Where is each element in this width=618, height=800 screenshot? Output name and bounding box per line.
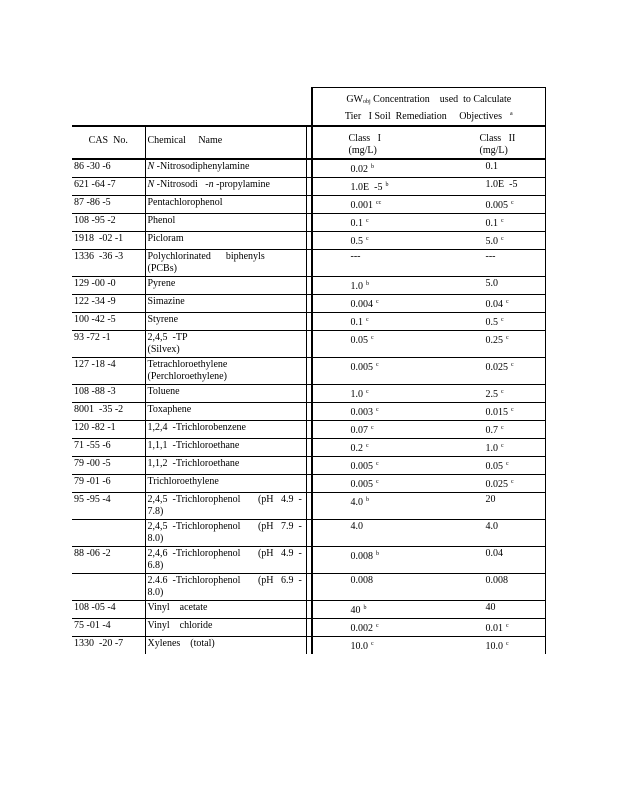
chemical-name-line2: 7.8) [147, 506, 164, 517]
class1-value: 4.0 [350, 521, 363, 532]
class1-value: 0.008 [350, 551, 373, 562]
cas-number: 120 -82 -1 [72, 421, 145, 439]
chemical-name-line2: (Perchloroethylene) [147, 371, 227, 382]
chemical-name-cell [145, 439, 306, 457]
chemical-name-cell [145, 250, 306, 277]
soil-remediation-table [72, 87, 546, 654]
table-row [72, 475, 546, 493]
chemical-name-line2: (Silvex) [147, 344, 180, 355]
class1-value-cell [312, 214, 440, 232]
table-row [72, 214, 546, 232]
class1-footnote: c [366, 236, 369, 242]
class1-footnote: c [376, 299, 379, 305]
cas-number [72, 574, 145, 601]
chemical-name: 1,2,4 -Trichlorobenzene [147, 422, 246, 433]
table-row [72, 439, 546, 457]
chemical-name-cell [145, 457, 306, 475]
class1-value: 0.5 [350, 236, 363, 247]
class2-unit: (mg/L) [479, 145, 508, 156]
class2-value-cell [440, 358, 546, 385]
table-row [72, 574, 546, 601]
class2-value-cell [440, 475, 546, 493]
class2-value-cell [440, 295, 546, 313]
table-row [72, 196, 546, 214]
class2-value-cell [440, 232, 546, 250]
name-italic-prefix: N [147, 179, 155, 190]
class2-value: 5.0 [485, 236, 498, 247]
class1-value-cell [312, 358, 440, 385]
class1-value: 4.0 [350, 497, 363, 508]
class1-unit: (mg/L) [348, 145, 377, 156]
class2-value: 0.01 [485, 623, 503, 634]
chemical-name-cell [145, 403, 306, 421]
class2-value: 0.5 [485, 317, 498, 328]
class2-value: 40 [485, 602, 496, 613]
cas-number: 1330 -20 -7 [72, 637, 145, 655]
class2-footnote: c [501, 236, 504, 242]
chemical-name-cell [145, 232, 306, 250]
table-row [72, 601, 546, 619]
chemical-name: Simazine [147, 296, 185, 307]
chemical-name-cell [145, 475, 306, 493]
table-row [72, 232, 546, 250]
class1-footnote: c [376, 362, 379, 368]
chemical-name: Phenol [147, 215, 176, 226]
cas-number: 1918 -02 -1 [72, 232, 145, 250]
class2-footnote: c [501, 317, 504, 323]
class2-footnote: c [511, 407, 514, 413]
class1-value: 0.001 [350, 200, 373, 211]
class2-value-cell [440, 313, 546, 331]
gw-title-line2: Tier I Soil Remediation Objectives [344, 111, 502, 122]
chemical-name-cell [145, 277, 306, 295]
class2-value-cell [440, 619, 546, 637]
class2-footnote: c [506, 335, 509, 341]
class2-value: 5.0 [485, 278, 498, 289]
class2-footnote: c [511, 362, 514, 368]
chemical-name: Toluene [147, 386, 180, 397]
class1-value-cell [312, 421, 440, 439]
class1-value: 0.05 [350, 335, 368, 346]
chemical-name: Xylenes (total) [147, 638, 215, 649]
class2-value: 0.05 [485, 461, 503, 472]
class1-value: 0.005 [350, 461, 373, 472]
chemical-name-cell [145, 574, 306, 601]
class1-footnote: c [371, 641, 374, 647]
class2-value-cell [440, 574, 546, 601]
column-header-row [72, 126, 546, 159]
class2-footnote: c [511, 479, 514, 485]
chemical-name: 2.4.6 -Trichlorophenol (pH 6.9 - [147, 575, 302, 586]
cas-number: 79 -00 -5 [72, 457, 145, 475]
class2-value-cell [440, 520, 546, 547]
cas-number: 621 -64 -7 [72, 178, 145, 196]
class2-value: 0.7 [485, 425, 498, 436]
class1-value: 0.008 [350, 575, 373, 586]
class2-value: 1.0E -5 [485, 179, 518, 190]
chemical-name-cell [145, 295, 306, 313]
cas-number: 122 -34 -9 [72, 295, 145, 313]
table-row [72, 385, 546, 403]
class1-value: 1.0 [350, 281, 363, 292]
chemical-name: Pentachlorophenol [147, 197, 223, 208]
class2-value: 0.1 [485, 218, 498, 229]
class2-value-cell [440, 439, 546, 457]
class1-footnote: b [385, 182, 389, 188]
class1-footnote: b [363, 605, 367, 611]
table-row [72, 637, 546, 655]
class1-value: 0.005 [350, 479, 373, 490]
chemical-name: -Nitrosodiphenylamine [154, 161, 250, 172]
class2-value-cell [440, 421, 546, 439]
class1-value: 0.005 [350, 362, 373, 373]
class2-value-cell [440, 159, 546, 178]
cas-number: 75 -01 -4 [72, 619, 145, 637]
chemical-name-cell [145, 159, 306, 178]
chemical-name: Pyrene [147, 278, 176, 289]
class2-value: 1.0 [485, 443, 498, 454]
table-row [72, 421, 546, 439]
chemical-name-cell [145, 619, 306, 637]
class1-value: --- [350, 251, 361, 262]
class1-value-cell [312, 313, 440, 331]
cas-number: 93 -72 -1 [72, 331, 145, 358]
class2-value-cell [440, 601, 546, 619]
cas-number: 87 -86 -5 [72, 196, 145, 214]
chemical-name: 2,4,6 -Trichlorophenol (pH 4.9 - [147, 548, 302, 559]
class1-value: 0.02 [350, 164, 368, 175]
class2-value-cell [440, 277, 546, 295]
class1-footnote: c [371, 425, 374, 431]
class1-value: 0.002 [350, 623, 373, 634]
cas-number: 88 -06 -2 [72, 547, 145, 574]
class2-value-cell [440, 178, 546, 196]
cas-number: 108 -95 -2 [72, 214, 145, 232]
class1-value-cell [312, 475, 440, 493]
class2-footnote: c [511, 200, 514, 206]
table-row [72, 493, 546, 520]
class1-footnote: c [376, 623, 379, 629]
class2-value: 0.008 [485, 575, 508, 586]
chemical-name-line2: (PCBs) [147, 263, 177, 274]
class2-value: 0.04 [485, 299, 503, 310]
cas-number: 79 -01 -6 [72, 475, 145, 493]
chemical-name-cell [145, 214, 306, 232]
cas-number: 95 -95 -4 [72, 493, 145, 520]
chemical-name: 2,4,5 -Trichlorophenol (pH 4.9 - [147, 494, 302, 505]
cas-number: 108 -05 -4 [72, 601, 145, 619]
class2-footnote: c [501, 389, 504, 395]
chemical-name-cell [145, 547, 306, 574]
chemical-name-cell [145, 358, 306, 385]
class1-value-cell [312, 295, 440, 313]
class2-value-cell [440, 547, 546, 574]
class2-footnote: c [506, 299, 509, 305]
table-row [72, 520, 546, 547]
class1-footnote: c [376, 461, 379, 467]
class2-value: 0.1 [485, 161, 498, 172]
chemical-name-suffix: -propylamine [213, 179, 270, 190]
class1-value: 0.1 [350, 218, 363, 229]
table-row [72, 403, 546, 421]
class1-value: 0.004 [350, 299, 373, 310]
class1-value-cell [312, 547, 440, 574]
class1-footnote: b [371, 164, 374, 170]
cas-number: 71 -55 -6 [72, 439, 145, 457]
class2-value: 0.025 [485, 479, 508, 490]
class2-value: 2.5 [485, 389, 498, 400]
class2-value: 0.025 [485, 362, 508, 373]
cas-number: 100 -42 -5 [72, 313, 145, 331]
class1-value-cell [312, 159, 440, 178]
class1-footnote: c [366, 443, 369, 449]
class2-value-cell [440, 637, 546, 655]
chemical-name: 1,1,1 -Trichloroethane [147, 440, 240, 451]
class2-footnote: c [506, 641, 509, 647]
class1-value: 0.07 [350, 425, 368, 436]
chemical-name-cell [145, 178, 306, 196]
table-row [72, 313, 546, 331]
chemical-name-line2: 8.0) [147, 533, 164, 544]
class1-footnote: c [366, 218, 369, 224]
class2-value: 4.0 [485, 521, 498, 532]
class2-value-cell [440, 196, 546, 214]
class1-value-cell [312, 250, 440, 277]
chemical-name-line2: 6.8) [147, 560, 164, 571]
class1-value-cell [312, 457, 440, 475]
table-row [72, 159, 546, 178]
class1-value-cell [312, 493, 440, 520]
class1-value-cell [312, 196, 440, 214]
class1-footnote: b [366, 281, 369, 287]
class1-footnote: c [371, 335, 374, 341]
class2-value: 0.25 [485, 335, 503, 346]
class2-footnote: c [506, 461, 509, 467]
class2-footnote: c [501, 425, 504, 431]
chemical-name-cell [145, 637, 306, 655]
class2-value: 10.0 [485, 641, 503, 652]
class1-footnote: c [376, 407, 379, 413]
chemical-name: 1,1,2 -Trichloroethane [147, 458, 240, 469]
class1-value-cell [312, 637, 440, 655]
table-row [72, 331, 546, 358]
class1-footnote: b [366, 497, 369, 503]
chemical-name: Vinyl acetate [147, 602, 208, 613]
table-row [72, 358, 546, 385]
class1-value: 0.003 [350, 407, 373, 418]
gw-title-text: Concentration used to Calculate [370, 94, 512, 105]
chemical-name: Vinyl chloride [147, 620, 213, 631]
name-italic: n [208, 179, 214, 190]
class2-column-header [440, 126, 546, 159]
chemical-name-cell [145, 421, 306, 439]
chemical-name-cell [145, 196, 306, 214]
cas-number: 1336 -36 -3 [72, 250, 145, 277]
class2-value-cell [440, 493, 546, 520]
cas-number [72, 520, 145, 547]
chemical-name: 2,4,5 -Trichlorophenol (pH 7.9 - [147, 521, 302, 532]
class1-value-cell [312, 520, 440, 547]
class2-value: 20 [485, 494, 496, 505]
class1-value-cell [312, 331, 440, 358]
table-row [72, 250, 546, 277]
class1-value-cell [312, 574, 440, 601]
chemical-name: Picloram [147, 233, 184, 244]
class1-value: 1.0 [350, 389, 363, 400]
chemical-name: Tetrachloroethylene [147, 359, 228, 370]
chemical-name-line2: 8.0) [147, 587, 164, 598]
table-row [72, 547, 546, 574]
class2-value-cell [440, 250, 546, 277]
class1-footnote: b [376, 551, 379, 557]
class1-value-cell [312, 601, 440, 619]
class2-value-cell [440, 214, 546, 232]
class2-value-cell [440, 385, 546, 403]
cas-number: 8001 -35 -2 [72, 403, 145, 421]
class1-footnote: c [366, 317, 369, 323]
class1-value-cell [312, 403, 440, 421]
class1-value-cell [312, 619, 440, 637]
class1-value-cell [312, 277, 440, 295]
cas-number: 86 -30 -6 [72, 159, 145, 178]
class1-value-cell [312, 178, 440, 196]
class1-value: 0.2 [350, 443, 363, 454]
class1-column-header [312, 126, 440, 159]
name-italic-prefix: N [147, 161, 155, 172]
class1-value: 1.0E -5 [350, 182, 383, 193]
class2-footnote: c [501, 443, 504, 449]
class2-footnote: c [501, 218, 504, 224]
chemical-name: Trichloroethylene [147, 476, 219, 487]
gw-footnote-mark: a [509, 111, 513, 117]
chemical-name-cell [145, 313, 306, 331]
class1-value-cell [312, 439, 440, 457]
name-column-header: Chemical Name [145, 126, 306, 159]
gw-label: GW [346, 94, 363, 105]
gw-subscript: obj [362, 99, 371, 105]
chemical-name-cell [145, 520, 306, 547]
cas-number: 127 -18 -4 [72, 358, 145, 385]
cas-column-header: CAS No. [72, 126, 145, 159]
class1-footnote: cc [376, 200, 382, 206]
class2-value-cell [440, 403, 546, 421]
class1-footnote: c [376, 479, 379, 485]
cas-number: 129 -00 -0 [72, 277, 145, 295]
class2-value: 0.015 [485, 407, 508, 418]
class1-value: 0.1 [350, 317, 363, 328]
table-row [72, 178, 546, 196]
table-row [72, 619, 546, 637]
class1-value: 40 [350, 605, 361, 616]
chemical-name: Toxaphene [147, 404, 192, 415]
chemical-name-cell [145, 601, 306, 619]
table-row [72, 277, 546, 295]
class2-value: 0.04 [485, 548, 503, 559]
class2-value: --- [485, 251, 496, 262]
chemical-name-cell [145, 385, 306, 403]
chemical-name: Polychlorinated biphenyls [147, 251, 265, 262]
class2-value-cell [440, 331, 546, 358]
class2-value-cell [440, 457, 546, 475]
class2-label: Class II [479, 133, 516, 144]
class2-value: 0.005 [485, 200, 508, 211]
gw-concentration-header [312, 88, 546, 127]
table-title-row [72, 88, 546, 127]
class1-value: 10.0 [350, 641, 368, 652]
class1-value-cell [312, 385, 440, 403]
chemical-name: Styrene [147, 314, 179, 325]
class2-footnote: c [506, 623, 509, 629]
class1-label: Class I [348, 133, 381, 144]
table-row [72, 457, 546, 475]
table-row [72, 295, 546, 313]
chemical-name: -Nitrosodi - [154, 179, 209, 190]
class1-footnote: c [366, 389, 369, 395]
cas-number: 108 -88 -3 [72, 385, 145, 403]
chemical-name-cell [145, 331, 306, 358]
chemical-name: 2,4,5 -TP [147, 332, 188, 343]
chemical-name-cell [145, 493, 306, 520]
class1-value-cell [312, 232, 440, 250]
